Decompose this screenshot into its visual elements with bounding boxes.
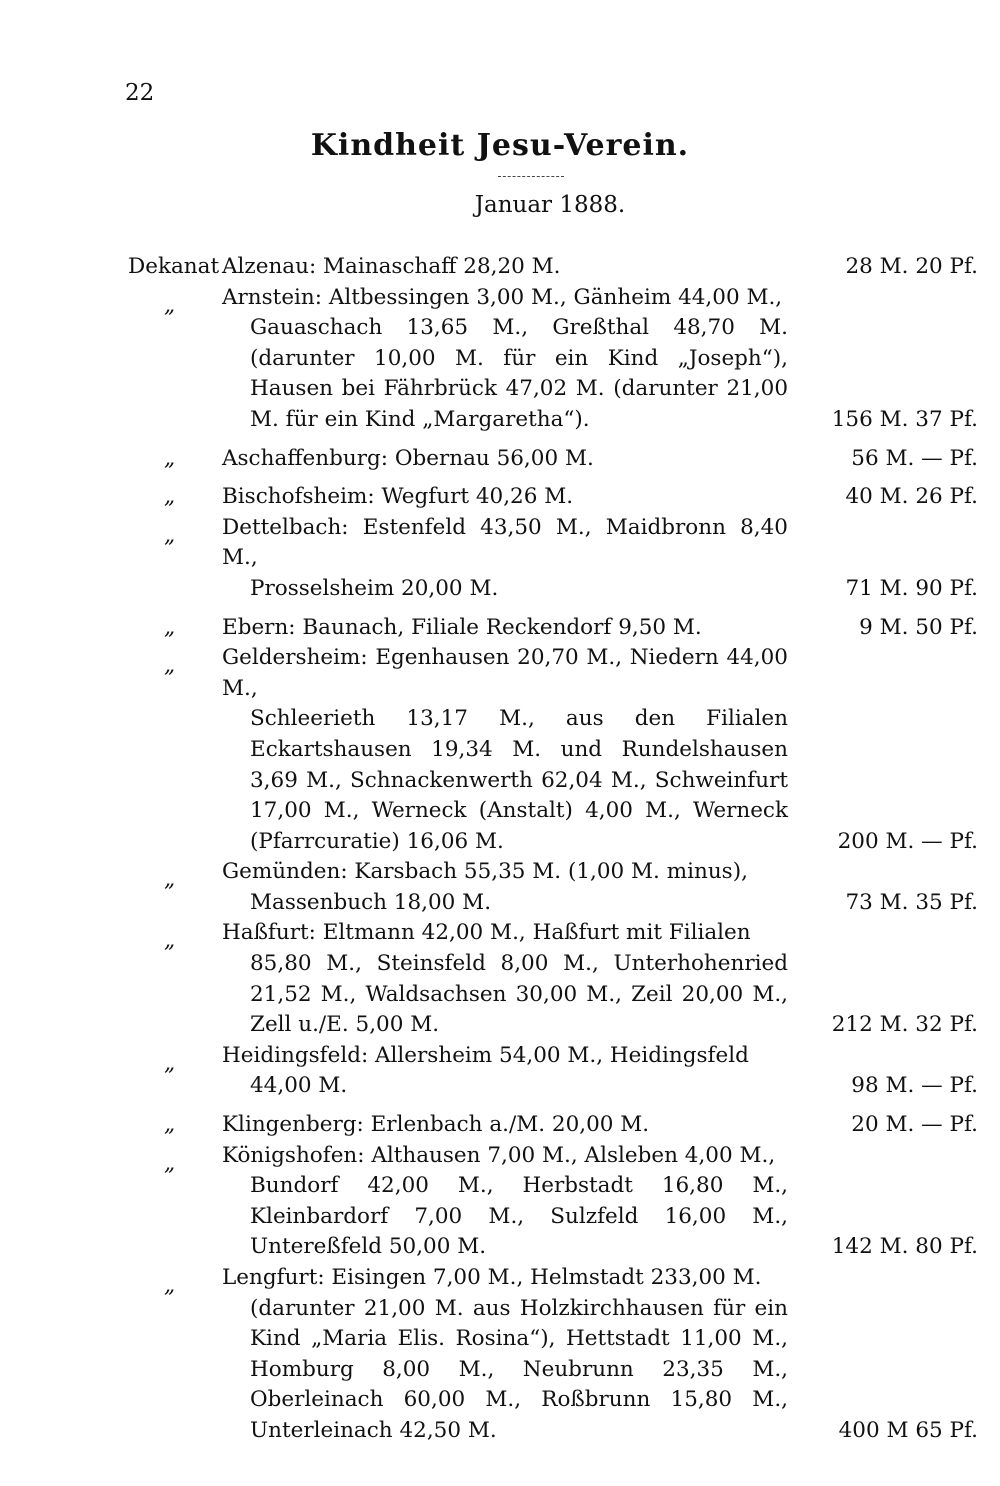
- ditto-mark: „: [164, 928, 176, 954]
- entry-amount: 212 M. 32 Pf.: [831, 1012, 978, 1038]
- ditto-mark: „: [164, 1273, 176, 1298]
- page-number: 22: [125, 80, 155, 106]
- list-item: [120, 1141, 980, 1263]
- title-divider: [498, 176, 564, 177]
- entry-text: [222, 1041, 788, 1102]
- entry-amount: 40 M. 26 Pf.: [845, 484, 978, 510]
- entry-text: [222, 613, 788, 644]
- entry-first-line: Arnstein: Altbessingen 3,00 M., Gänheim 44,00 M.,: [222, 284, 783, 310]
- entry-continuation: Bundorf 42,00 M., Herbstadt 16,80 M., Kleinbardorf 7,00 M., Sulzfeld 16,00 M., Untereßfeld 50,00 M.: [250, 1173, 788, 1260]
- entry-amount: 71 M. 90 Pf.: [845, 575, 978, 601]
- entry-text: [222, 482, 788, 513]
- entry-text: [222, 1263, 788, 1447]
- list-item: [120, 436, 980, 475]
- entry-continuation: 85,80 M., Steinsfeld 8,00 M., Unterhohenried 21,52 M., Waldsachsen 30,00 M., Zeil 20,00 M., Zell u./E. 5,00 M.: [250, 951, 788, 1038]
- list-item: [120, 252, 980, 283]
- ditto-mark: „: [164, 1150, 176, 1176]
- list-item: [120, 513, 980, 605]
- entry-first-line: Dettelbach: Estenfeld 43,50 M., Maidbronn 8,40 M.,: [222, 514, 788, 571]
- list-item: [120, 1041, 980, 1102]
- entry-list: [120, 252, 980, 1447]
- entry-continuation: Prosselsheim 20,00 M.: [250, 575, 499, 601]
- entry-amount: 400 M 65 Pf.: [838, 1417, 978, 1443]
- entry-amount: 142 M. 80 Pf.: [831, 1234, 978, 1260]
- entry-amount: 200 M. — Pf.: [837, 828, 978, 854]
- entry-amount: 98 M. — Pf.: [851, 1073, 978, 1099]
- page-title: Kindheit Jesu-Verein.: [310, 128, 690, 163]
- entry-text: [222, 444, 788, 475]
- ditto-mark: „: [164, 1050, 176, 1076]
- ditto-mark: „: [164, 484, 176, 510]
- list-item: [120, 857, 980, 918]
- entry-text: [222, 283, 788, 436]
- list-item: [120, 1102, 980, 1141]
- list-item: [120, 918, 980, 1040]
- ditto-mark: „: [164, 653, 176, 679]
- entry-text: [222, 857, 788, 918]
- entry-first-line: Ebern: Baunach, Filiale Reckendorf 9,50 M.: [222, 614, 702, 640]
- ditto-mark: „: [164, 522, 176, 548]
- entry-continuation: Schleerieth 13,17 M., aus den Filialen Eckartshausen 19,34 M. und Rundelshausen 3,69 M., Schnackenwerth 62,04 M., Schweinfurt 17,00 M., Werneck (Anstalt) 4,00 M., Werneck (Pfarrcuratie) 16,06 M.: [250, 706, 788, 854]
- page-subtitle: Januar 1888.: [474, 192, 626, 218]
- entry-prefix: Dekanat: [128, 254, 220, 279]
- list-item: [120, 643, 980, 857]
- entry-amount: 73 M. 35 Pf.: [845, 889, 978, 915]
- entry-text: [222, 1141, 788, 1263]
- list-item: [120, 283, 980, 436]
- entry-first-line: Geldersheim: Egenhausen 20,70 M., Niedern 44,00 M.,: [222, 645, 788, 701]
- entry-first-line: Aschaffenburg: Obernau 56,00 M.: [222, 445, 594, 471]
- entry-text: [222, 513, 788, 605]
- entry-first-line: Haßfurt: Eltmann 42,00 M., Haßfurt mit Filialen: [222, 920, 751, 946]
- ditto-mark: „: [164, 292, 176, 318]
- entry-first-line: Klingenberg: Erlenbach a./M. 20,00 M.: [222, 1112, 650, 1138]
- entry-text: [222, 918, 788, 1040]
- entry-first-line: Gemünden: Karsbach 55,35 M. (1,00 M. minus),: [222, 859, 748, 885]
- entry-first-line: Bischofsheim: Wegfurt 40,26 M.: [222, 484, 574, 510]
- entry-text: [222, 1110, 788, 1141]
- entry-amount: 9 M. 50 Pf.: [859, 614, 978, 640]
- entry-amount: 56 M. — Pf.: [851, 445, 978, 471]
- entry-text: [222, 643, 788, 857]
- entry-continuation: (darunter 21,00 M. aus Holzkirchhausen für ein Kind „Maria Elis. Rosina“), Hettstadt 11,00 M., Homburg 8,00 M., Neubrunn 23,35 M., Oberleinach 60,00 M., Roßbrunn 15,80 M., Unterleinach 42,50 M.: [250, 1295, 788, 1443]
- entry-amount: 156 M. 37 Pf.: [831, 406, 978, 432]
- list-item: [120, 474, 980, 513]
- entry-first-line: Königshofen: Althausen 7,00 M., Alsleben 4,00 M.,: [222, 1142, 776, 1168]
- ditto-mark: „: [164, 1112, 176, 1138]
- ditto-mark: „: [164, 614, 176, 640]
- entry-first-line: Lengfurt: Eisingen 7,00 M., Helmstadt 233,00 M.: [222, 1265, 762, 1290]
- entry-amount: 20 M. — Pf.: [851, 1112, 978, 1138]
- ditto-mark: „: [164, 867, 176, 893]
- entry-first-line: Alzenau: Mainaschaff 28,20 M.: [222, 254, 561, 279]
- entry-continuation: 44,00 M.: [250, 1073, 348, 1099]
- entry-text: [222, 252, 788, 283]
- list-item: [120, 1263, 980, 1447]
- ditto-mark: „: [164, 445, 176, 471]
- entry-continuation: Gauaschach 13,65 M., Greßthal 48,70 M. (darunter 10,00 M. für ein Kind „Joseph“), Hausen bei Fährbrück 47,02 M. (darunter 21,00 M. für ein Kind „Margaretha“).: [250, 315, 788, 432]
- entry-first-line: Heidingsfeld: Allersheim 54,00 M., Heidingsfeld: [222, 1042, 749, 1068]
- list-item: [120, 605, 980, 644]
- entry-amount: 28 M. 20 Pf.: [845, 254, 978, 279]
- entry-continuation: Massenbuch 18,00 M.: [250, 889, 492, 915]
